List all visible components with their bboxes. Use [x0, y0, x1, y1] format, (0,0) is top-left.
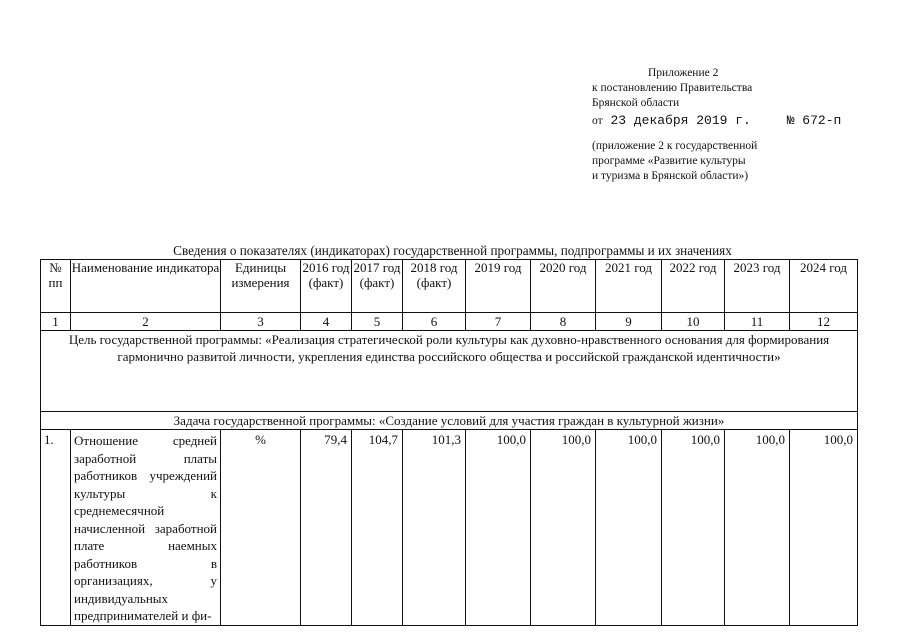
annex-title: Приложение 2 — [648, 67, 719, 79]
header-cell: 2022 год — [662, 260, 725, 313]
value-2016: 79,4 — [301, 430, 352, 626]
header-row — [41, 260, 858, 313]
annex-note-line-2: программе «Развитие культуры — [592, 155, 746, 167]
column-number: 9 — [596, 313, 662, 331]
header-cell: 2020 год — [531, 260, 596, 313]
column-number: 10 — [662, 313, 725, 331]
annex-date-prefix: от — [592, 115, 603, 127]
column-number-row — [41, 313, 858, 331]
annex-number: № 672-п — [786, 113, 842, 128]
goal-row — [41, 331, 858, 412]
header-cell: 2023 год — [725, 260, 790, 313]
row-index: 1. — [41, 430, 71, 626]
column-number: 11 — [725, 313, 790, 331]
indicator-name: Отношение средней заработной платы работников учреждений культуры к среднемесячной начисленной заработной плате наемных работников в организациях, у индивидуальных предпринимателей и фи- — [71, 430, 221, 626]
column-number: 8 — [531, 313, 596, 331]
annex-note-line-3: и туризма в Брянской области») — [592, 170, 749, 182]
value-2018: 101,3 — [403, 430, 466, 626]
annex-date: 23 декабря 2019 г. — [610, 113, 751, 128]
header-cell: Наименование индикатора — [71, 260, 221, 313]
column-number: 3 — [221, 313, 301, 331]
annex-block — [592, 66, 892, 184]
indicator-unit: % — [221, 430, 301, 626]
column-number: 7 — [466, 313, 531, 331]
value-2023: 100,0 — [725, 430, 790, 626]
indicators-table — [40, 259, 858, 626]
header-cell: 2018 год (факт) — [403, 260, 466, 313]
program-goal: Цель государственной программы: «Реализация стратегической роли культуры как духовно-нравственного основания для формирования гармонично развитой личности, укрепления единства российского общества и российской гражданской идентичности» — [41, 331, 858, 412]
header-cell: 2019 год — [466, 260, 531, 313]
program-task: Задача государственной программы: «Создание условий для участия граждан в культурной жизни» — [41, 412, 858, 430]
column-number: 6 — [403, 313, 466, 331]
column-number: 1 — [41, 313, 71, 331]
header-cell: 2017 год (факт) — [352, 260, 403, 313]
value-2022: 100,0 — [662, 430, 725, 626]
header-cell: № пп — [41, 260, 71, 313]
header-cell: 2021 год — [596, 260, 662, 313]
value-2020: 100,0 — [531, 430, 596, 626]
column-number: 12 — [790, 313, 858, 331]
task-row — [41, 412, 858, 430]
value-2019: 100,0 — [466, 430, 531, 626]
header-cell: 2016 год (факт) — [301, 260, 352, 313]
annex-note-line-1: (приложение 2 к государственной — [592, 140, 758, 152]
column-number: 5 — [352, 313, 403, 331]
value-2024: 100,0 — [790, 430, 858, 626]
table-row — [41, 430, 858, 626]
header-cell: 2024 год — [790, 260, 858, 313]
annex-line-1: к постановлению Правительства — [592, 82, 753, 94]
column-number: 4 — [301, 313, 352, 331]
annex-note — [592, 139, 892, 184]
annex-line-2: Брянской области — [592, 97, 680, 109]
header-cell: Единицы измерения — [221, 260, 301, 313]
column-number: 2 — [71, 313, 221, 331]
value-2021: 100,0 — [596, 430, 662, 626]
value-2017: 104,7 — [352, 430, 403, 626]
table-title: Сведения о показателях (индикаторах) государственной программы, подпрограммы и их значениях — [173, 243, 732, 258]
annex-date-line — [592, 113, 892, 129]
